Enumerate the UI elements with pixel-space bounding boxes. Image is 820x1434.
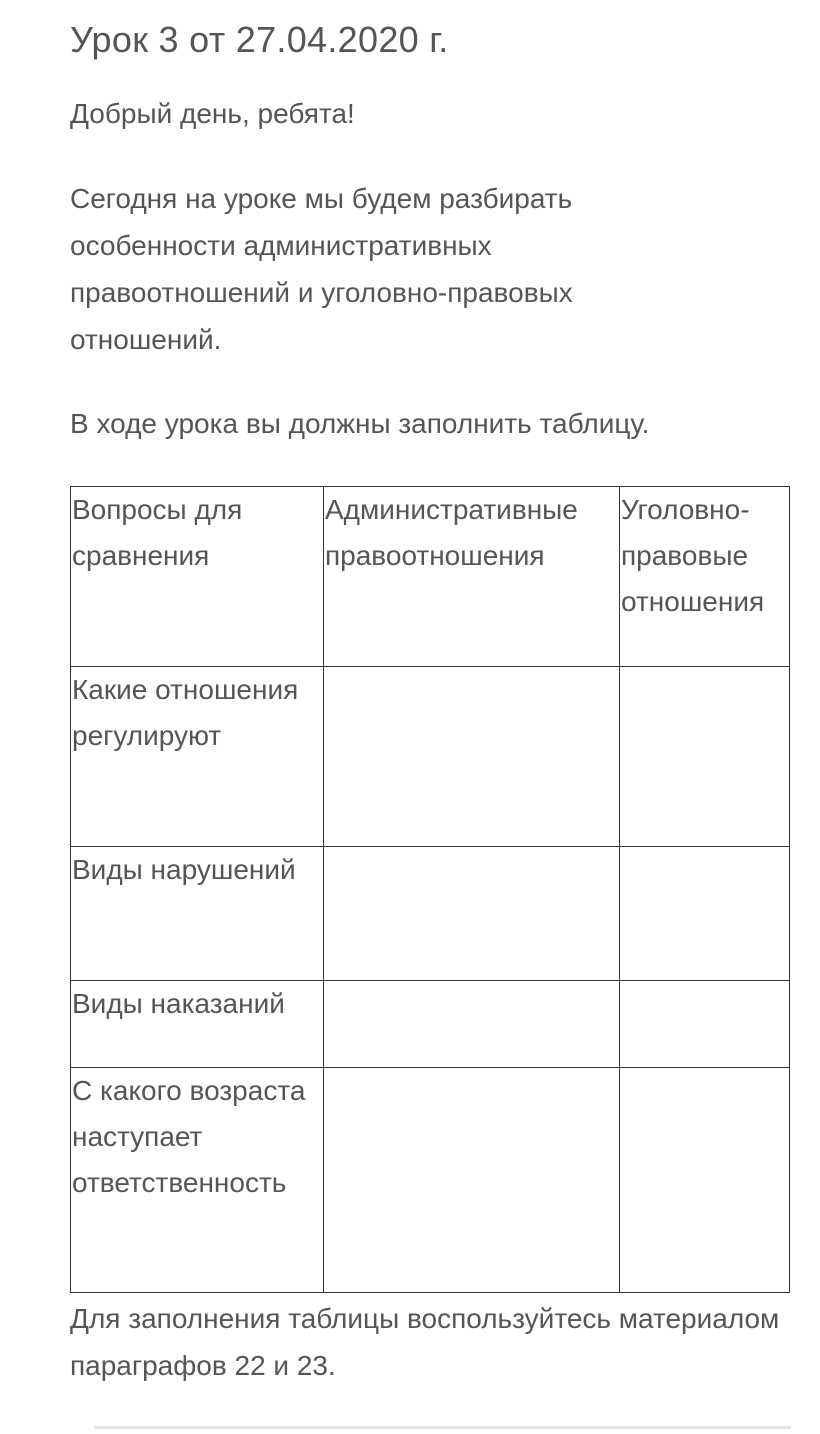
table-row (71, 847, 790, 981)
question-cell (71, 1068, 324, 1293)
divider (94, 1426, 791, 1429)
header-label: Административные правоотношения (325, 494, 578, 571)
table-row (71, 1068, 790, 1293)
question-cell (71, 667, 324, 847)
table-row (71, 981, 790, 1068)
header-label: Вопросы для сравнения (72, 494, 243, 571)
question-cell (71, 981, 324, 1068)
question-label: Какие отношения регулируют (72, 674, 299, 751)
greeting-text: Добрый день, ребята! (70, 98, 355, 129)
answer-cell-criminal (620, 981, 790, 1068)
answer-cell-administrative (324, 667, 620, 847)
lesson-title: Урок 3 от 27.04.2020 г. (70, 19, 449, 60)
table-row (71, 667, 790, 847)
answer-cell-administrative (324, 847, 620, 981)
answer-cell-criminal (620, 847, 790, 981)
footer-text: Для заполнения таблицы воспользуйтесь материалом параграфов 22 и 23. (70, 1303, 780, 1381)
answer-cell-criminal (620, 667, 790, 847)
header-label: Уголовно-правовые отношения (621, 494, 765, 617)
question-label: Виды нарушений (72, 854, 296, 885)
question-label: Виды наказаний (72, 988, 285, 1019)
header-cell-administrative (324, 487, 620, 667)
task-text: В ходе урока вы должны заполнить таблицу. (70, 408, 650, 439)
header-cell-questions (71, 487, 324, 667)
header-cell-criminal (620, 487, 790, 667)
intro-text: Сегодня на уроке мы будем разбирать особенности административных правоотношений и уголовно-правовых отношений. (70, 183, 573, 355)
answer-cell-administrative (324, 1068, 620, 1293)
comparison-table (70, 486, 790, 1293)
table-header-row (71, 487, 790, 667)
answer-cell-administrative (324, 981, 620, 1068)
question-label: С какого возраста наступает ответственность (72, 1075, 306, 1198)
answer-cell-criminal (620, 1068, 790, 1293)
question-cell (71, 847, 324, 981)
